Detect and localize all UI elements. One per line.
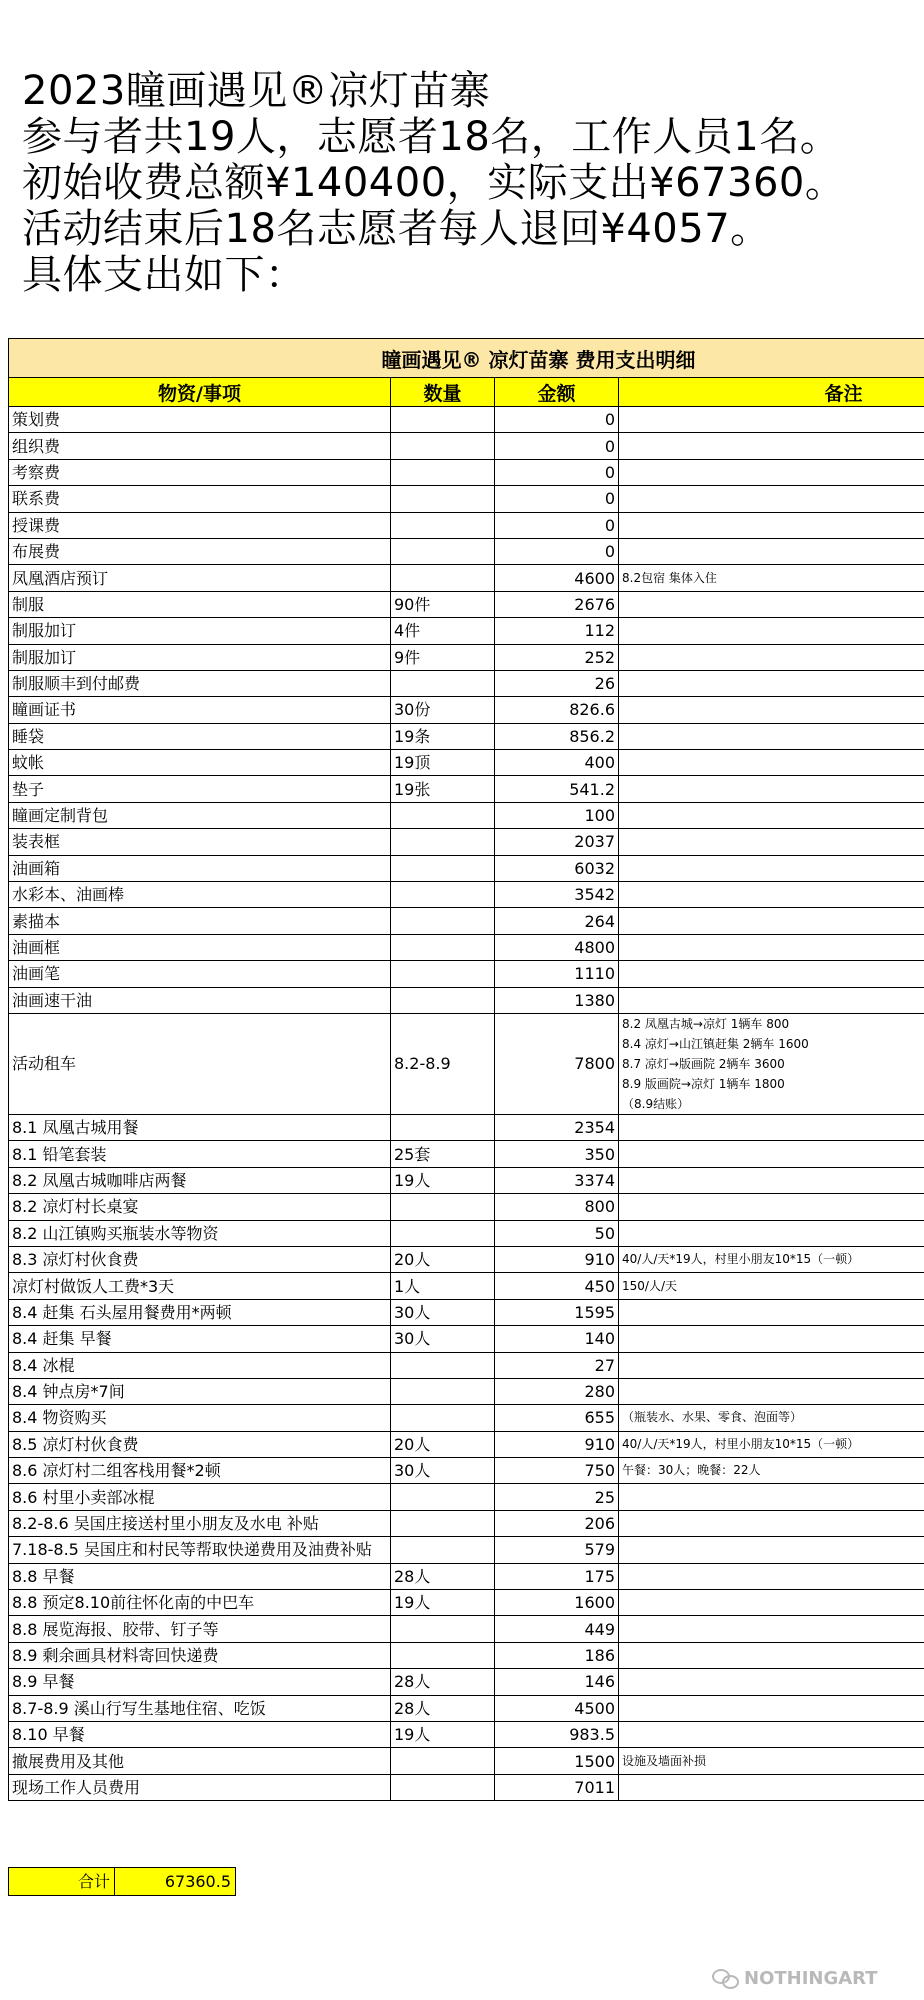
table-row [9, 934, 924, 960]
cell-qty [391, 512, 495, 538]
cell-qty [391, 1642, 495, 1668]
table-row [9, 1378, 924, 1404]
table-row [9, 1590, 924, 1616]
cell-item: 8.4 赶集 石头屋用餐费用*两顿 [9, 1299, 391, 1325]
cell-amount: 1500 [495, 1748, 619, 1774]
cell-item: 瞳画证书 [9, 697, 391, 723]
cell-note [619, 1114, 924, 1140]
cell-amount: 1110 [495, 961, 619, 987]
cell-amount: 400 [495, 750, 619, 776]
cell-note: 设施及墙面补损 [619, 1748, 924, 1774]
table-row [9, 1013, 924, 1114]
cell-amount: 2676 [495, 591, 619, 617]
cell-item: 8.5 凉灯村伙食费 [9, 1431, 391, 1457]
table-row [9, 697, 924, 723]
cell-note: 40/人/天*19人，村里小朋友10*15（一顿） [619, 1431, 924, 1457]
cell-note [619, 486, 924, 512]
cell-qty [391, 934, 495, 960]
cell-amount: 541.2 [495, 776, 619, 802]
cell-note [619, 1326, 924, 1352]
table-row [9, 1748, 924, 1774]
table-row [9, 829, 924, 855]
cell-item: 油画速干油 [9, 987, 391, 1013]
table-row [9, 670, 924, 696]
cell-item: 8.6 村里小卖部冰棍 [9, 1484, 391, 1510]
cell-note [619, 644, 924, 670]
table-row [9, 1114, 924, 1140]
cell-qty [391, 1484, 495, 1510]
cell-amount: 4500 [495, 1695, 619, 1721]
cell-amount: 186 [495, 1642, 619, 1668]
cell-note [619, 697, 924, 723]
cell-note [619, 750, 924, 776]
cell-qty: 4件 [391, 618, 495, 644]
table-row [9, 1220, 924, 1246]
cell-note [619, 459, 924, 485]
note-line: 8.4 凉灯→山江镇赶集 2辆车 1600 [622, 1036, 809, 1051]
cell-amount: 0 [495, 538, 619, 564]
intro-line-refund: 活动结束后18名志愿者每人退回¥4057。 [22, 206, 771, 252]
cell-amount: 25 [495, 1484, 619, 1510]
cell-item: 撤展费用及其他 [9, 1748, 391, 1774]
cell-item: 制服加订 [9, 618, 391, 644]
cell-item: 睡袋 [9, 723, 391, 749]
table-row [9, 407, 924, 433]
cell-amount: 7800 [495, 1013, 619, 1114]
cell-item: 素描本 [9, 908, 391, 934]
cell-item: 油画箱 [9, 855, 391, 881]
cell-note [619, 1484, 924, 1510]
table-row [9, 776, 924, 802]
cell-qty: 19顶 [391, 750, 495, 776]
cell-amount: 450 [495, 1273, 619, 1299]
table-row [9, 459, 924, 485]
cell-item: 布展费 [9, 538, 391, 564]
cell-qty [391, 1537, 495, 1563]
cell-note [619, 855, 924, 881]
cell-item: 8.4 赶集 早餐 [9, 1326, 391, 1352]
cell-qty: 19人 [391, 1590, 495, 1616]
cell-qty: 28人 [391, 1563, 495, 1589]
table-row [9, 1563, 924, 1589]
table-row [9, 1510, 924, 1536]
watermark-text: NOTHINGART [744, 1967, 878, 1989]
cell-qty: 20人 [391, 1431, 495, 1457]
cell-amount: 0 [495, 459, 619, 485]
cell-note [619, 1167, 924, 1193]
cell-qty [391, 1220, 495, 1246]
cell-qty [391, 565, 495, 591]
watermark [712, 1967, 878, 1989]
cell-qty [391, 1748, 495, 1774]
table-row [9, 1246, 924, 1272]
table-row [9, 591, 924, 617]
table-row [9, 750, 924, 776]
cell-note [619, 829, 924, 855]
cell-note [619, 1590, 924, 1616]
cell-note [619, 1194, 924, 1220]
table-row [9, 538, 924, 564]
cell-amount: 3374 [495, 1167, 619, 1193]
cell-qty [391, 670, 495, 696]
cell-qty: 19张 [391, 776, 495, 802]
cell-amount: 4800 [495, 934, 619, 960]
cell-note: （瓶装水、水果、零食、泡面等） [619, 1405, 924, 1431]
cell-item: 8.6 凉灯村二组客栈用餐*2顿 [9, 1458, 391, 1484]
cell-item: 制服 [9, 591, 391, 617]
table-row [9, 1458, 924, 1484]
cell-item: 8.2-8.6 吴国庄接送村里小朋友及水电 补贴 [9, 1510, 391, 1536]
cell-qty: 1人 [391, 1273, 495, 1299]
cell-item: 8.2 凤凰古城咖啡店两餐 [9, 1167, 391, 1193]
table-row [9, 882, 924, 908]
cell-note [619, 1141, 924, 1167]
cell-qty: 30份 [391, 697, 495, 723]
cell-note [619, 1378, 924, 1404]
cell-qty [391, 1616, 495, 1642]
cell-item: 8.4 冰棍 [9, 1352, 391, 1378]
table-row [9, 1721, 924, 1747]
cell-item: 装表框 [9, 829, 391, 855]
cell-qty [391, 1774, 495, 1800]
table-row [9, 486, 924, 512]
note-line: （8.9结账） [622, 1096, 690, 1111]
intro-line-title: 2023瞳画遇见®凉灯苗寨 [22, 68, 491, 114]
cell-note [619, 1774, 924, 1800]
cell-item: 8.1 铅笔套装 [9, 1141, 391, 1167]
cell-item: 8.2 凉灯村长桌宴 [9, 1194, 391, 1220]
cell-note: 8.2包宿 集体入住 [619, 565, 924, 591]
cell-qty: 30人 [391, 1458, 495, 1484]
wechat-icon [712, 1967, 740, 1989]
cell-note [619, 1721, 924, 1747]
table-row [9, 618, 924, 644]
cell-amount: 26 [495, 670, 619, 696]
cell-item: 垫子 [9, 776, 391, 802]
cell-item: 8.8 预定8.10前往怀化南的中巴车 [9, 1590, 391, 1616]
cell-note [619, 407, 924, 433]
cell-note [619, 723, 924, 749]
cell-amount: 0 [495, 512, 619, 538]
cell-qty [391, 1194, 495, 1220]
cell-note: 40/人/天*19人，村里小朋友10*15（一顿） [619, 1246, 924, 1272]
cell-item: 8.3 凉灯村伙食费 [9, 1246, 391, 1272]
cell-note [619, 1642, 924, 1668]
cell-note [619, 1616, 924, 1642]
expense-table [8, 338, 924, 1801]
header-note: 备注 [619, 378, 924, 407]
cell-item: 8.7-8.9 溪山行写生基地住宿、吃饭 [9, 1695, 391, 1721]
cell-item: 瞳画定制背包 [9, 802, 391, 828]
cell-note [619, 1563, 924, 1589]
cell-amount: 0 [495, 433, 619, 459]
cell-item: 制服加订 [9, 644, 391, 670]
cell-amount: 206 [495, 1510, 619, 1536]
cell-note [619, 433, 924, 459]
cell-qty: 9件 [391, 644, 495, 670]
cell-amount: 6032 [495, 855, 619, 881]
table-row [9, 1299, 924, 1325]
cell-note [619, 1299, 924, 1325]
cell-item: 活动租车 [9, 1013, 391, 1114]
cell-qty [391, 882, 495, 908]
cell-item: 油画笔 [9, 961, 391, 987]
cell-amount: 655 [495, 1405, 619, 1431]
header-amount: 金额 [495, 378, 619, 407]
cell-qty [391, 1510, 495, 1536]
cell-amount: 449 [495, 1616, 619, 1642]
table-row [9, 987, 924, 1013]
cell-qty: 19条 [391, 723, 495, 749]
cell-qty: 30人 [391, 1326, 495, 1352]
table-row [9, 1141, 924, 1167]
cell-amount: 4600 [495, 565, 619, 591]
cell-qty: 30人 [391, 1299, 495, 1325]
total-label: 合计 [9, 1868, 115, 1896]
cell-item: 8.2 山江镇购买瓶装水等物资 [9, 1220, 391, 1246]
table-row [9, 1405, 924, 1431]
cell-item: 8.8 展览海报、胶带、钉子等 [9, 1616, 391, 1642]
cell-note [619, 512, 924, 538]
cell-item: 蚊帐 [9, 750, 391, 776]
table-row [9, 644, 924, 670]
table-row [9, 1695, 924, 1721]
cell-qty: 25套 [391, 1141, 495, 1167]
cell-note [619, 987, 924, 1013]
cell-qty [391, 855, 495, 881]
header-qty: 数量 [391, 378, 495, 407]
cell-item: 8.1 凤凰古城用餐 [9, 1114, 391, 1140]
table-row [9, 1537, 924, 1563]
cell-amount: 3542 [495, 882, 619, 908]
cell-qty [391, 459, 495, 485]
cell-qty [391, 1352, 495, 1378]
cell-amount: 1600 [495, 1590, 619, 1616]
cell-amount: 50 [495, 1220, 619, 1246]
cell-note [619, 1537, 924, 1563]
cell-amount: 800 [495, 1194, 619, 1220]
cell-item: 8.9 早餐 [9, 1669, 391, 1695]
table-row [9, 1642, 924, 1668]
intro-line-fees: 初始收费总额¥140400，实际支出¥67360。 [22, 160, 846, 206]
cell-note [619, 538, 924, 564]
cell-amount: 112 [495, 618, 619, 644]
cell-note [619, 776, 924, 802]
cell-amount: 27 [495, 1352, 619, 1378]
cell-item: 授课费 [9, 512, 391, 538]
table-row [9, 1326, 924, 1352]
cell-item: 7.18-8.5 吴国庄和村民等帮取快递费用及油费补贴 [9, 1537, 391, 1563]
cell-amount: 826.6 [495, 697, 619, 723]
cell-note: 150/人/天 [619, 1273, 924, 1299]
cell-amount: 750 [495, 1458, 619, 1484]
cell-note [619, 618, 924, 644]
cell-item: 8.10 早餐 [9, 1721, 391, 1747]
cell-amount: 910 [495, 1431, 619, 1457]
cell-amount: 0 [495, 486, 619, 512]
cell-amount: 1380 [495, 987, 619, 1013]
note-line: 8.7 凉灯→版画院 2辆车 3600 [622, 1056, 785, 1071]
table-row [9, 908, 924, 934]
cell-note [619, 908, 924, 934]
table-row [9, 1669, 924, 1695]
cell-qty: 20人 [391, 1246, 495, 1272]
cell-amount: 146 [495, 1669, 619, 1695]
cell-qty [391, 1114, 495, 1140]
cell-qty: 19人 [391, 1721, 495, 1747]
cell-qty [391, 1405, 495, 1431]
cell-amount: 350 [495, 1141, 619, 1167]
total-value: 67360.5 [115, 1868, 236, 1896]
cell-qty: 90件 [391, 591, 495, 617]
cell-item: 组织费 [9, 433, 391, 459]
cell-amount: 1595 [495, 1299, 619, 1325]
cell-item: 联系费 [9, 486, 391, 512]
cell-amount: 175 [495, 1563, 619, 1589]
cell-qty [391, 829, 495, 855]
cell-note [619, 934, 924, 960]
cell-amount: 7011 [495, 1774, 619, 1800]
cell-item: 8.4 物资购买 [9, 1405, 391, 1431]
cell-note [619, 1013, 924, 1114]
cell-item: 制服顺丰到付邮费 [9, 670, 391, 696]
header-item: 物资/事项 [9, 378, 391, 407]
cell-note [619, 670, 924, 696]
cell-qty: 28人 [391, 1695, 495, 1721]
cell-qty [391, 486, 495, 512]
table-row [9, 802, 924, 828]
table-row [9, 1194, 924, 1220]
cell-qty [391, 961, 495, 987]
cell-qty [391, 433, 495, 459]
cell-note [619, 1669, 924, 1695]
table-row [9, 1273, 924, 1299]
cell-item: 凉灯村做饭人工费*3天 [9, 1273, 391, 1299]
cell-qty [391, 538, 495, 564]
cell-qty [391, 1378, 495, 1404]
table-row [9, 723, 924, 749]
table-row [9, 1352, 924, 1378]
cell-amount: 0 [495, 407, 619, 433]
cell-amount: 100 [495, 802, 619, 828]
cell-qty [391, 987, 495, 1013]
cell-note [619, 591, 924, 617]
intro-text [22, 68, 922, 298]
cell-item: 8.8 早餐 [9, 1563, 391, 1589]
cell-item: 8.4 钟点房*7间 [9, 1378, 391, 1404]
cell-amount: 579 [495, 1537, 619, 1563]
cell-amount: 983.5 [495, 1721, 619, 1747]
table-row [9, 1167, 924, 1193]
cell-amount: 2354 [495, 1114, 619, 1140]
table-row [9, 1774, 924, 1800]
table-row [9, 512, 924, 538]
table-row [9, 433, 924, 459]
cell-amount: 2037 [495, 829, 619, 855]
cell-note [619, 802, 924, 828]
cell-qty: 19人 [391, 1167, 495, 1193]
total-row [8, 1867, 236, 1896]
table-row [9, 1484, 924, 1510]
cell-note [619, 1510, 924, 1536]
note-line: 8.9 版画院→凉灯 1辆车 1800 [622, 1076, 785, 1091]
cell-item: 8.9 剩余画具材料寄回快递费 [9, 1642, 391, 1668]
table-row [9, 855, 924, 881]
cell-note [619, 882, 924, 908]
cell-note [619, 1220, 924, 1246]
cell-amount: 140 [495, 1326, 619, 1352]
cell-qty [391, 908, 495, 934]
cell-amount: 264 [495, 908, 619, 934]
cell-item: 水彩本、油画棒 [9, 882, 391, 908]
cell-qty [391, 407, 495, 433]
intro-line-participants: 参与者共19人，志愿者18名，工作人员1名。 [22, 114, 841, 160]
table-row [9, 961, 924, 987]
cell-amount: 856.2 [495, 723, 619, 749]
cell-item: 凤凰酒店预订 [9, 565, 391, 591]
cell-qty [391, 802, 495, 828]
intro-line-details: 具体支出如下： [22, 252, 306, 298]
table-row [9, 1616, 924, 1642]
table-title: 瞳画遇见® 凉灯苗寨 费用支出明细 [9, 339, 924, 378]
cell-item: 考察费 [9, 459, 391, 485]
cell-item: 油画框 [9, 934, 391, 960]
table-body [9, 407, 924, 1801]
cell-amount: 252 [495, 644, 619, 670]
cell-note [619, 1352, 924, 1378]
cell-note [619, 1695, 924, 1721]
note-line: 8.2 凤凰古城→凉灯 1辆车 800 [622, 1016, 790, 1031]
table-row [9, 1431, 924, 1457]
cell-qty: 28人 [391, 1669, 495, 1695]
cell-item: 策划费 [9, 407, 391, 433]
cell-amount: 910 [495, 1246, 619, 1272]
cell-item: 现场工作人员费用 [9, 1774, 391, 1800]
cell-amount: 280 [495, 1378, 619, 1404]
cell-qty: 8.2-8.9 [391, 1013, 495, 1114]
cell-note: 午餐：30人；晚餐：22人 [619, 1458, 924, 1484]
cell-note [619, 961, 924, 987]
table-row [9, 565, 924, 591]
